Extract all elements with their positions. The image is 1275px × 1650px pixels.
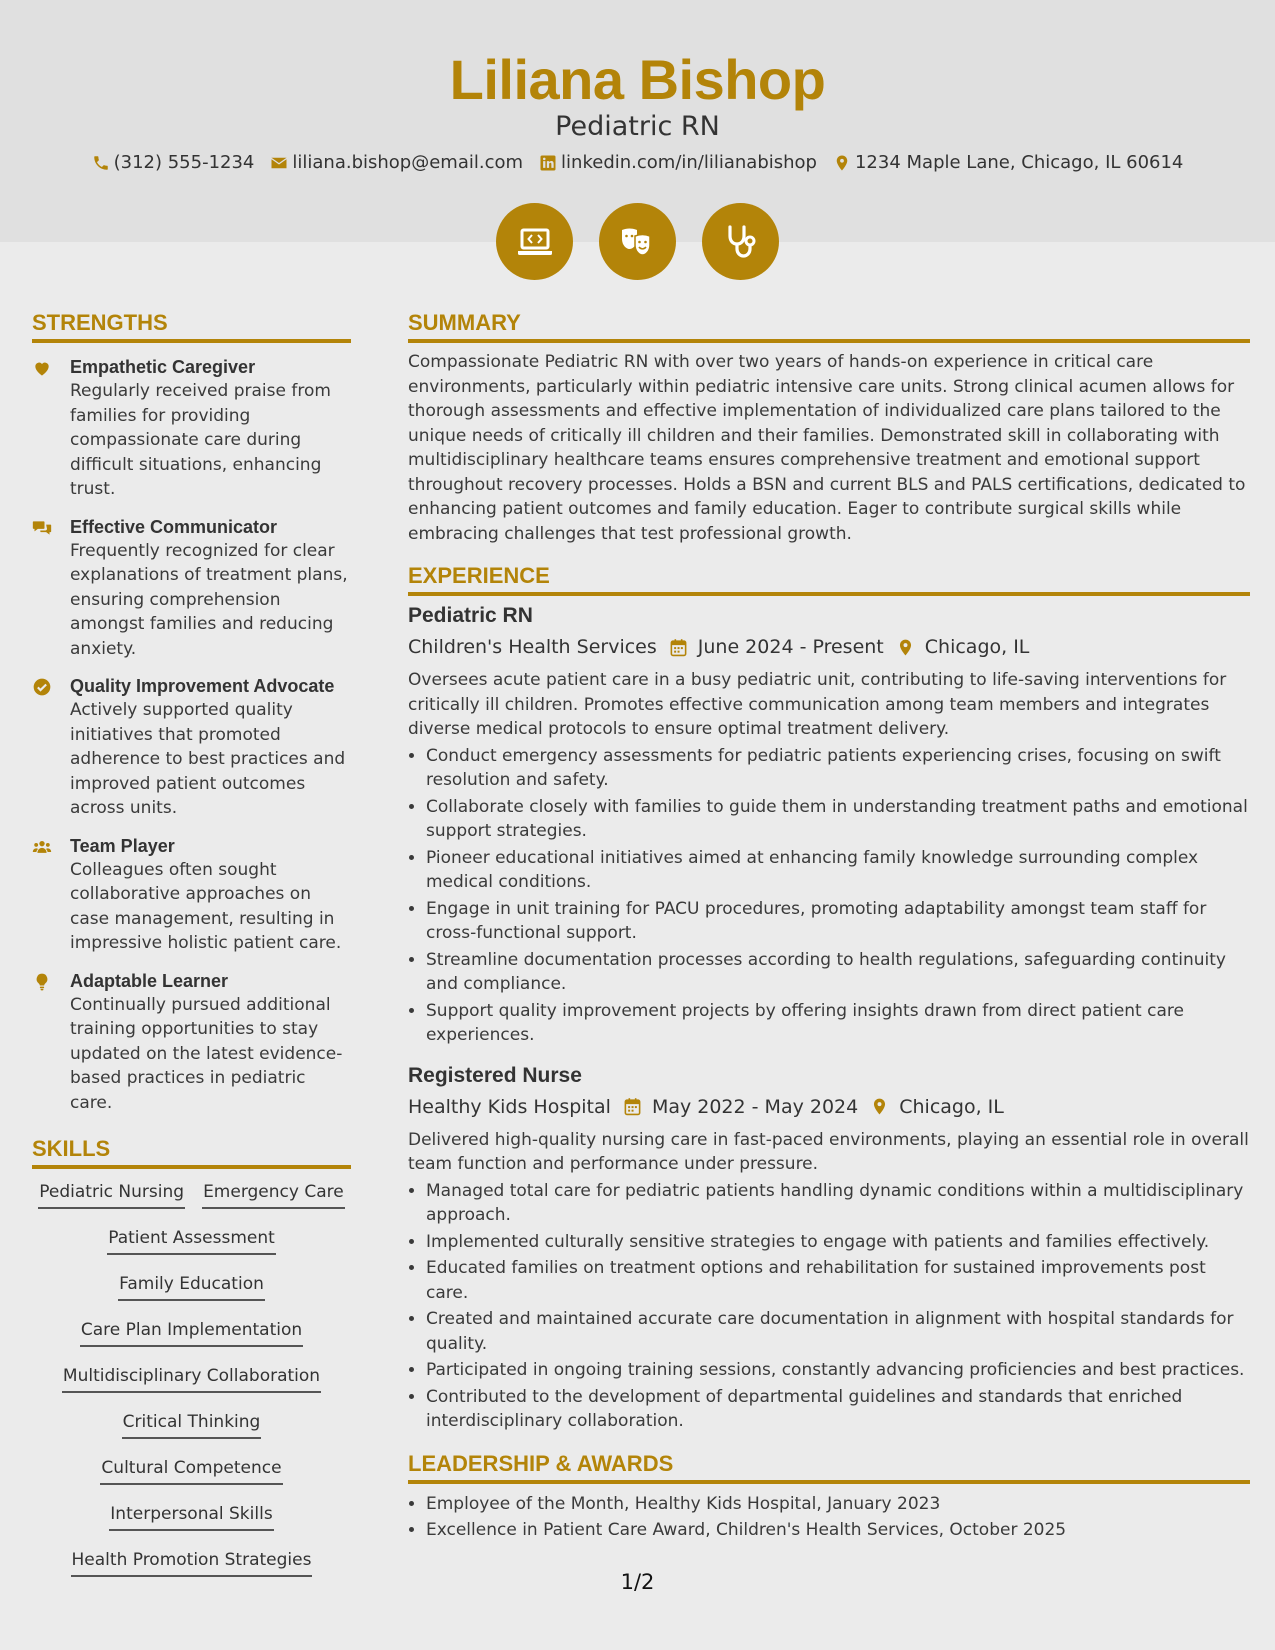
job-description: Oversees acute patient care in a busy pediatric unit, contributing to life-saving interventions for critically ill children. Promotes effective communication among team members and integrates diverse medical protocols to ensure optimal treatment delivery. xyxy=(408,670,1227,739)
skill-tag: Emergency Care xyxy=(202,1179,345,1209)
strength-item xyxy=(32,969,351,1116)
calendar-icon xyxy=(623,1097,642,1116)
users-icon xyxy=(32,837,52,857)
job-location: Chicago, IL xyxy=(924,636,1030,658)
location-icon xyxy=(833,154,851,172)
list-item: • Engage in unit training for PACU procedures, promoting adaptability amongst team staff for cross-functional support. xyxy=(426,897,1250,946)
job-entry xyxy=(408,602,1250,1048)
job-dates: June 2024 - Present xyxy=(697,636,884,658)
job-meta xyxy=(408,632,1250,662)
list-item: • Educated families on treatment options and rehabilitation for sustained improvements post care. xyxy=(426,1256,1250,1305)
strength-title: Team Player xyxy=(70,835,175,856)
list-item: • Implemented culturally sensitive strategies to engage with patients and families effectively. xyxy=(426,1230,1250,1255)
strength-title: Quality Improvement Advocate xyxy=(70,676,335,696)
strength-item xyxy=(32,834,351,956)
contact-email[interactable] xyxy=(270,151,523,175)
list-item: • Conduct emergency assessments for pediatric patients experiencing crises, focusing on swift resolution and safety. xyxy=(426,744,1250,793)
skills-heading: SKILLS xyxy=(32,1135,351,1169)
strength-item xyxy=(32,355,351,502)
list-item: • Participated in ongoing training sessions, constantly advancing proficiencies and best practices. xyxy=(426,1358,1250,1383)
candidate-name: Liliana Bishop xyxy=(449,48,826,111)
skill-tag: Patient Assessment xyxy=(107,1225,276,1255)
list-item: • Pioneer educational initiatives aimed at enhancing family knowledge surrounding complex medical conditions. xyxy=(426,846,1250,895)
calendar-icon xyxy=(669,638,688,657)
heart-icon xyxy=(32,358,52,378)
summary-text: Compassionate Pediatric RN with over two years of hands-on experience in critical care environments, particularly within pediatric intensive care units. Strong clinical acumen allows for thorough assessments and effective implementation of individualized care plans tailored to the unique needs of critically ill children and their families. Demonstrated skill in collaborating with multidisciplinary healthcare teams ensures comprehensive treatment and emotional support throughout recovery processes. Holds a BSN and current BLS and PALS certifications, dedicated to enhancing patient outcomes and family education. Eager to contribute surgical skills while embracing challenges that test professional growth. xyxy=(408,352,1246,544)
contact-phone-text: (312) 555-1234 xyxy=(113,152,255,173)
job-description: Delivered high-quality nursing care in fast-paced environments, playing an essential role in overall team function and performance under pressure. xyxy=(408,1129,1249,1174)
strength-desc: Frequently recognized for clear explanations of treatment plans, ensuring comprehension amongst families and reducing anxiety. xyxy=(70,540,348,659)
candidate-role: Pediatric RN xyxy=(555,111,720,142)
skill-tag: Multidisciplinary Collaboration xyxy=(62,1363,321,1393)
list-item: • Support quality improvement projects by offering insights drawn from direct patient care experiences. xyxy=(426,999,1250,1048)
skill-tag: Pediatric Nursing xyxy=(38,1179,185,1209)
stethoscope-icon xyxy=(721,222,761,262)
job-meta xyxy=(408,1092,1250,1122)
strength-title: Adaptable Learner xyxy=(70,970,229,991)
awards-list xyxy=(408,1492,1250,1543)
job-title: Pediatric RN xyxy=(408,604,533,627)
linkedin-icon xyxy=(539,154,557,172)
location-icon xyxy=(896,638,915,657)
strength-desc: Actively supported quality initiatives that promoted adherence to best practices and improved patient outcomes across units. xyxy=(70,700,346,818)
awards-heading: LEADERSHIP & AWARDS xyxy=(408,1450,1250,1484)
job-company: Healthy Kids Hospital xyxy=(408,1095,611,1118)
skill-tag: Care Plan Implementation xyxy=(80,1317,303,1347)
contact-bar xyxy=(0,151,1275,175)
interest-badges xyxy=(0,203,1275,280)
badge-laptop xyxy=(496,203,573,280)
experience-heading: EXPERIENCE xyxy=(408,562,1250,596)
job-location: Chicago, IL xyxy=(899,1095,1004,1118)
contact-phone xyxy=(92,151,255,175)
strength-title: Empathetic Caregiver xyxy=(70,357,256,377)
theater-masks-icon xyxy=(618,222,658,262)
contact-linkedin[interactable] xyxy=(539,151,817,175)
location-icon xyxy=(870,1097,889,1116)
page-number: 1/2 xyxy=(620,1570,655,1594)
check-circle-icon xyxy=(32,677,52,697)
list-item: • Employee of the Month, Healthy Kids Hospital, January 2023 xyxy=(426,1492,1250,1517)
list-item: • Managed total care for pediatric patients handling dynamic conditions within a multidisciplinary approach. xyxy=(426,1179,1250,1228)
strength-desc: Regularly received praise from families for providing compassionate care during difficult situations, enhancing trust. xyxy=(70,381,331,499)
job-dates: May 2022 - May 2024 xyxy=(651,1095,859,1118)
job-bullets xyxy=(408,744,1250,1048)
comments-icon xyxy=(32,518,52,538)
skills-list xyxy=(32,1179,351,1593)
job-bullets xyxy=(408,1179,1250,1434)
job-title: Registered Nurse xyxy=(408,1063,582,1087)
badge-stethoscope xyxy=(702,203,779,280)
strengths-heading: STRENGTHS xyxy=(32,309,351,343)
strength-desc: Continually pursued additional training opportunities to stay updated on the latest evidence-based practices in pediatric care. xyxy=(70,994,343,1113)
list-item: • Streamline documentation processes according to health regulations, safeguarding continuity and compliance. xyxy=(426,948,1250,997)
list-item: • Collaborate closely with families to guide them in understanding treatment paths and emotional support strategies. xyxy=(426,795,1250,844)
skill-tag: Critical Thinking xyxy=(122,1409,262,1439)
contact-linkedin-text: linkedin.com/in/lilianabishop xyxy=(561,152,817,173)
contact-email-text: liliana.bishop@email.com xyxy=(292,152,524,173)
skill-tag: Health Promotion Strategies xyxy=(71,1547,313,1577)
contact-address-text: 1234 Maple Lane, Chicago, IL 60614 xyxy=(854,152,1184,173)
strength-item xyxy=(32,515,351,662)
skill-tag: Cultural Competence xyxy=(100,1455,282,1485)
list-item: • Created and maintained accurate care documentation in alignment with hospital standards for quality. xyxy=(426,1307,1250,1356)
lightbulb-icon xyxy=(32,972,52,992)
list-item: • Excellence in Patient Care Award, Children's Health Services, October 2025 xyxy=(426,1518,1250,1543)
contact-address xyxy=(833,151,1183,175)
job-entry xyxy=(408,1062,1250,1434)
right-column xyxy=(408,309,1250,1543)
badge-masks xyxy=(599,203,676,280)
left-column xyxy=(32,309,351,1593)
skill-tag: Interpersonal Skills xyxy=(109,1501,273,1531)
phone-icon xyxy=(92,154,110,172)
email-icon xyxy=(270,154,288,172)
strength-item xyxy=(32,674,351,821)
laptop-code-icon xyxy=(515,222,555,262)
job-company: Children's Health Services xyxy=(408,636,657,658)
skill-tag: Family Education xyxy=(118,1271,265,1301)
strength-title: Effective Communicator xyxy=(70,516,278,537)
strength-desc: Colleagues often sought collaborative approaches on case management, resulting in impressive holistic patient care. xyxy=(70,859,342,953)
summary-heading: SUMMARY xyxy=(408,309,1250,343)
list-item: • Contributed to the development of departmental guidelines and standards that enriched interdisciplinary collaboration. xyxy=(426,1385,1250,1434)
